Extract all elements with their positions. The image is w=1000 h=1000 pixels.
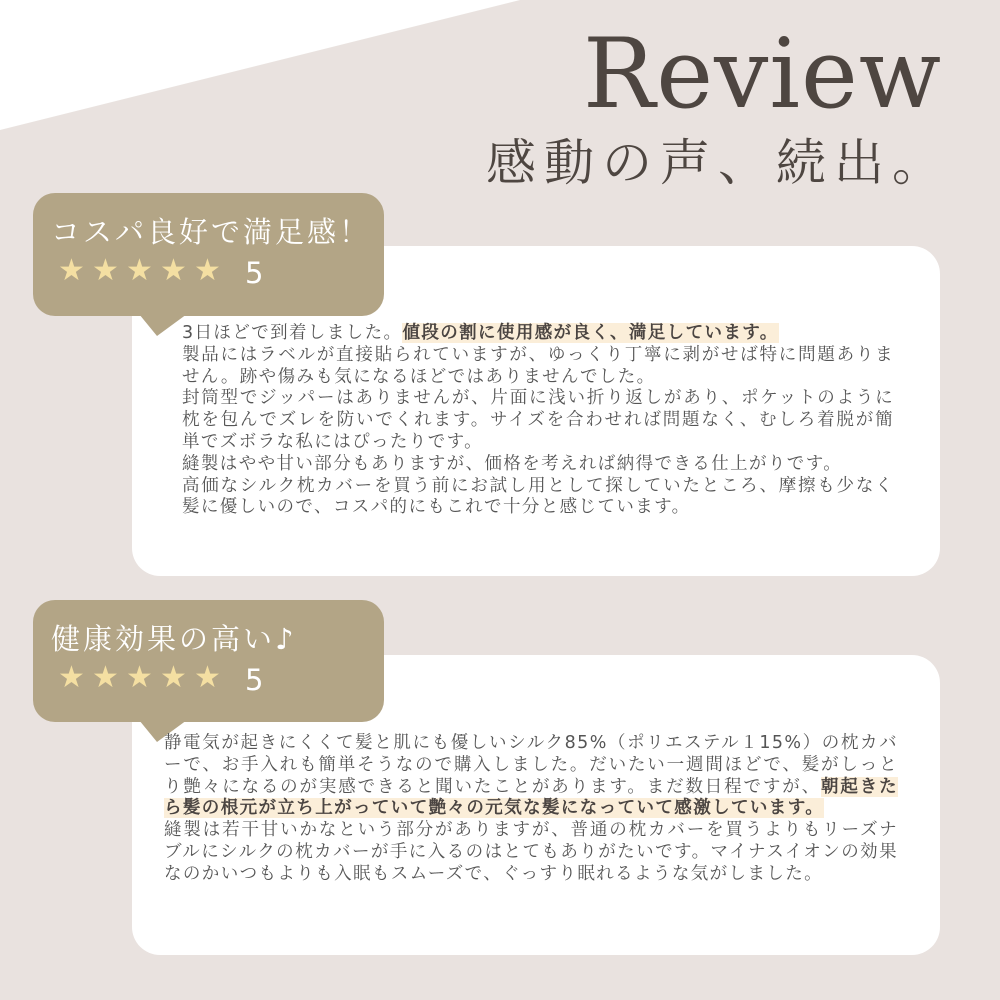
star-icon: ★ [126, 660, 154, 695]
star-icon: ★ [92, 253, 120, 288]
bubble-tail [139, 314, 187, 336]
review-text [164, 733, 898, 886]
star-icon: ★ [160, 660, 188, 695]
review-paragraph [182, 323, 894, 345]
page-title: Review [582, 18, 942, 130]
star-icon: ★ [126, 253, 154, 288]
star-icon: ★ [58, 253, 86, 288]
highlighted-text: 朝起きたら髪の根元が立ち上がっていて艶々の元気な髪になっていて感激しています。 [164, 776, 898, 819]
rating-score: 5 [245, 663, 264, 697]
star-icon: ★ [58, 660, 86, 695]
star-icon: ★ [92, 660, 120, 695]
review-header-bubble [33, 193, 384, 316]
star-rating [55, 660, 225, 695]
page-subtitle: 感動の声、続出。 [486, 134, 950, 192]
review-header-bubble [33, 600, 384, 722]
star-icon: ★ [194, 660, 222, 695]
rating-score: 5 [245, 256, 264, 290]
star-icon: ★ [160, 253, 188, 288]
star-rating [55, 253, 225, 288]
review-paragraph: 縫製は若干甘いかなという部分がありますが、普通の枕カバーを買うよりもリーズナブルにシルクの枕カバーが手に入るのはとてもありがたいです。マイナスイオンの効果なのかいつもよりも入眠もスムーズで、ぐっすり眠れるような気がしました。 [164, 820, 898, 884]
review-paragraph: 封筒型でジッパーはありませんが、片面に浅い折り返しがあり、ポケットのように枕を包んでズレを防いでくれます。サイズを合わせれば問題なく、むしろ着脱が簡単でズボラな私にはぴったりです。 [182, 388, 895, 452]
review-sentence: 3日ほどで到着しました。 [182, 323, 403, 343]
star-icon: ★ [194, 253, 222, 288]
review-title: コスパ良好で満足感！ [51, 215, 372, 249]
review-paragraph: 縫製はやや甘い部分もありますが、価格を考えれば納得できる仕上がりです。 [182, 453, 843, 474]
highlighted-text: 値段の割に使用感が良く、満足しています。 [402, 323, 779, 343]
review-paragraph: 製品にはラベルが直接貼られていますが、ゆっくり丁寧に剥がせば特に問題ありません。跡や傷みも気になるほどではありませんでした。 [182, 344, 894, 387]
review-paragraph: 高価なシルク枕カバーを買う前にお試し用として探していたところ、摩擦も少なく髪に優しいので、コスパ的にもこれで十分と感じています。 [182, 475, 894, 518]
review-title: 健康効果の高い♪ [51, 622, 297, 656]
review-sentence: 静電気が起きにくくて髪と肌にも優しいシルク85%（ポリエステル１15%）の枕カバーで、お手入れも簡単そうなので購入しました。だいたい一週間ほどで、髪がしっとり艶々になるのが実感できると聞いたことがあります。まだ数日程ですが、 [164, 733, 898, 797]
review-paragraph [164, 733, 898, 820]
review-text [182, 323, 894, 519]
